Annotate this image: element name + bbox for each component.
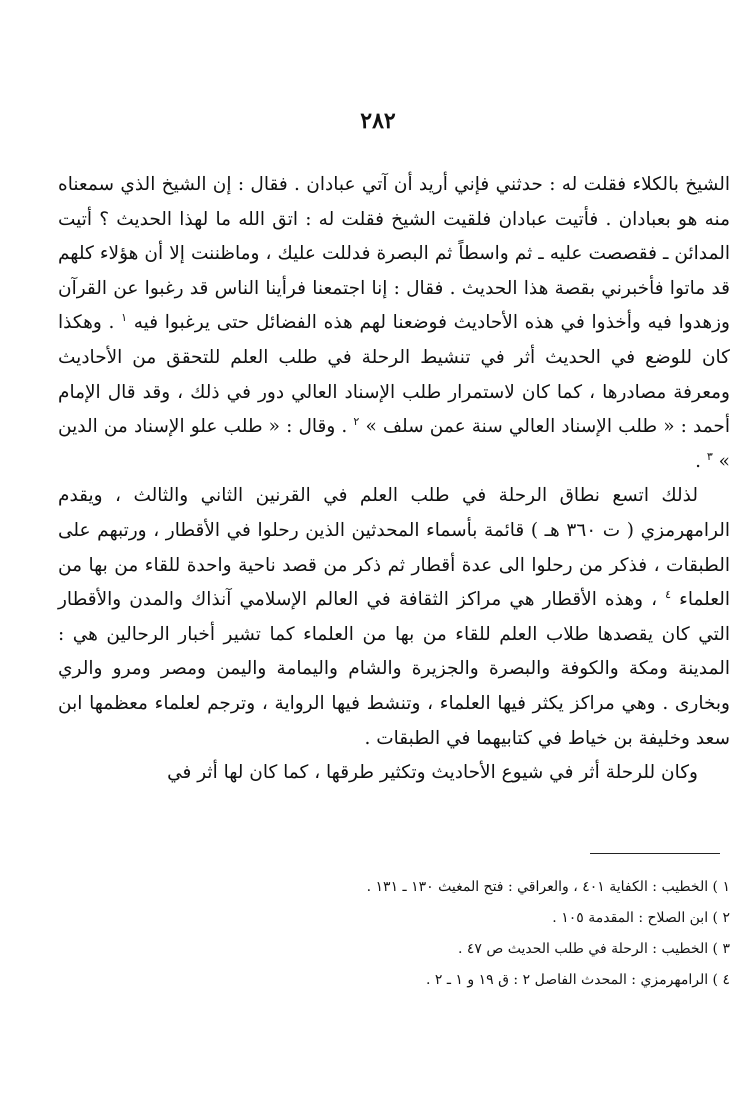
paragraph-2-part-b: ، وهذه الأقطار هي مراكز الثقافة في العالم الإسلامي آنذاك والمدن والأقطار التي كان يقصدها طلاب العلم للقاء من بها من العلماء كما تشير أخبار الرحالين هي : المدينة ومكة والكوفة والبصرة والجزيرة والشام واليمامة واليمن ومصر ومرو والري وبخارى . وهي مراكز يكثر فيها العلماء ، وتنشط فيها الرواية ، وترجم لعلماء معظمها ابن سعد وخليفة بن خياط في كتابيهما في الطبقات . <box>58 589 730 749</box>
paragraph-2 <box>58 479 730 756</box>
paragraph-1 <box>58 168 730 479</box>
page-number: ٢٨٢ <box>360 108 396 134</box>
footnote-divider <box>590 853 720 854</box>
footnotes <box>58 872 730 996</box>
footnote-ref-4[interactable]: ٤ <box>665 587 672 601</box>
footnote-1: ١ ) الخطيب : الكفاية ٤٠١ ، والعراقي : فتح المغيث ١٣٠ ـ ١٣١ . <box>366 879 730 895</box>
paragraph-1-part-c: . وقال : « طلب علو الإسناد من الدين » <box>58 416 730 472</box>
paragraph-1-part-a: الشيخ بالكلاء فقلت له : حدثني فإني أريد أن آتي عبادان . فقال : إن الشيخ الذي سمعناه منه هو بعبادان . فأتيت عبادان فلقيت الشيخ فقلت له : اتق الله ما لهذا الحديث ؟ أتيت المدائن ـ فقصصت عليه ـ ثم واسطاً ثم البصرة فدللت عليك ، وماظننت إلا أن هؤلاء كلهم قد ماتوا فأخبرني بقصة هذا الحديث . فقال : إنا اجتمعنا فرأينا الناس قد رغبوا عن القرآن وزهدوا فيه وأخذوا في هذه الأحاديث فوضعنا لهم هذه الفضائل حتى يرغبوا فيه <box>58 174 730 334</box>
footnote-ref-1[interactable]: ١ <box>121 311 127 325</box>
footnote-ref-3[interactable]: ٣ <box>706 449 713 463</box>
paragraph-3: وكان للرحلة أثر في شيوع الأحاديث وتكثير طرقها ، كما كان لها أثر في <box>167 762 698 784</box>
footnote-2: ٢ ) ابن الصلاح : المقدمة ١٠٥ . <box>552 910 730 926</box>
paragraph-1-part-b: . وهكذا كان للوضع في الحديث أثر في تنشيط الرحلة في طلب العلم للتحقق من الأحاديث ومعرفة مصادرها ، كما كان لاستمرار طلب الإسناد العالي دور في ذلك ، وقد قال الإمام أحمد : « طلب الإسناد العالي سنة عمن سلف » <box>58 312 730 438</box>
footnote-ref-2[interactable]: ٢ <box>353 415 360 428</box>
footnote-3: ٣ ) الخطيب : الرحلة في طلب الحديث ص ٤٧ . <box>457 941 730 957</box>
footnote-4: ٤ ) الرامهرمزي : المحدث الفاصل ٢ : ق ١٩ و ١ ـ ٢ . <box>425 972 730 988</box>
paragraph-1-part-d: . <box>695 450 701 472</box>
main-text <box>58 168 730 791</box>
paragraph-2-part-a: لذلك اتسع نطاق الرحلة في طلب العلم في القرنين الثاني والثالث ، ويقدم الرامهرمزي ( ت ٣٦٠ هـ ) قائمة بأسماء المحدثين الذين رحلوا في الأقطار ، ورتبهم على الطبقات ، فذكر من رحلوا الى عدة أقطار ثم ذكر من قصد ناحية واحدة للقاء من بها من العلماء <box>58 485 730 611</box>
